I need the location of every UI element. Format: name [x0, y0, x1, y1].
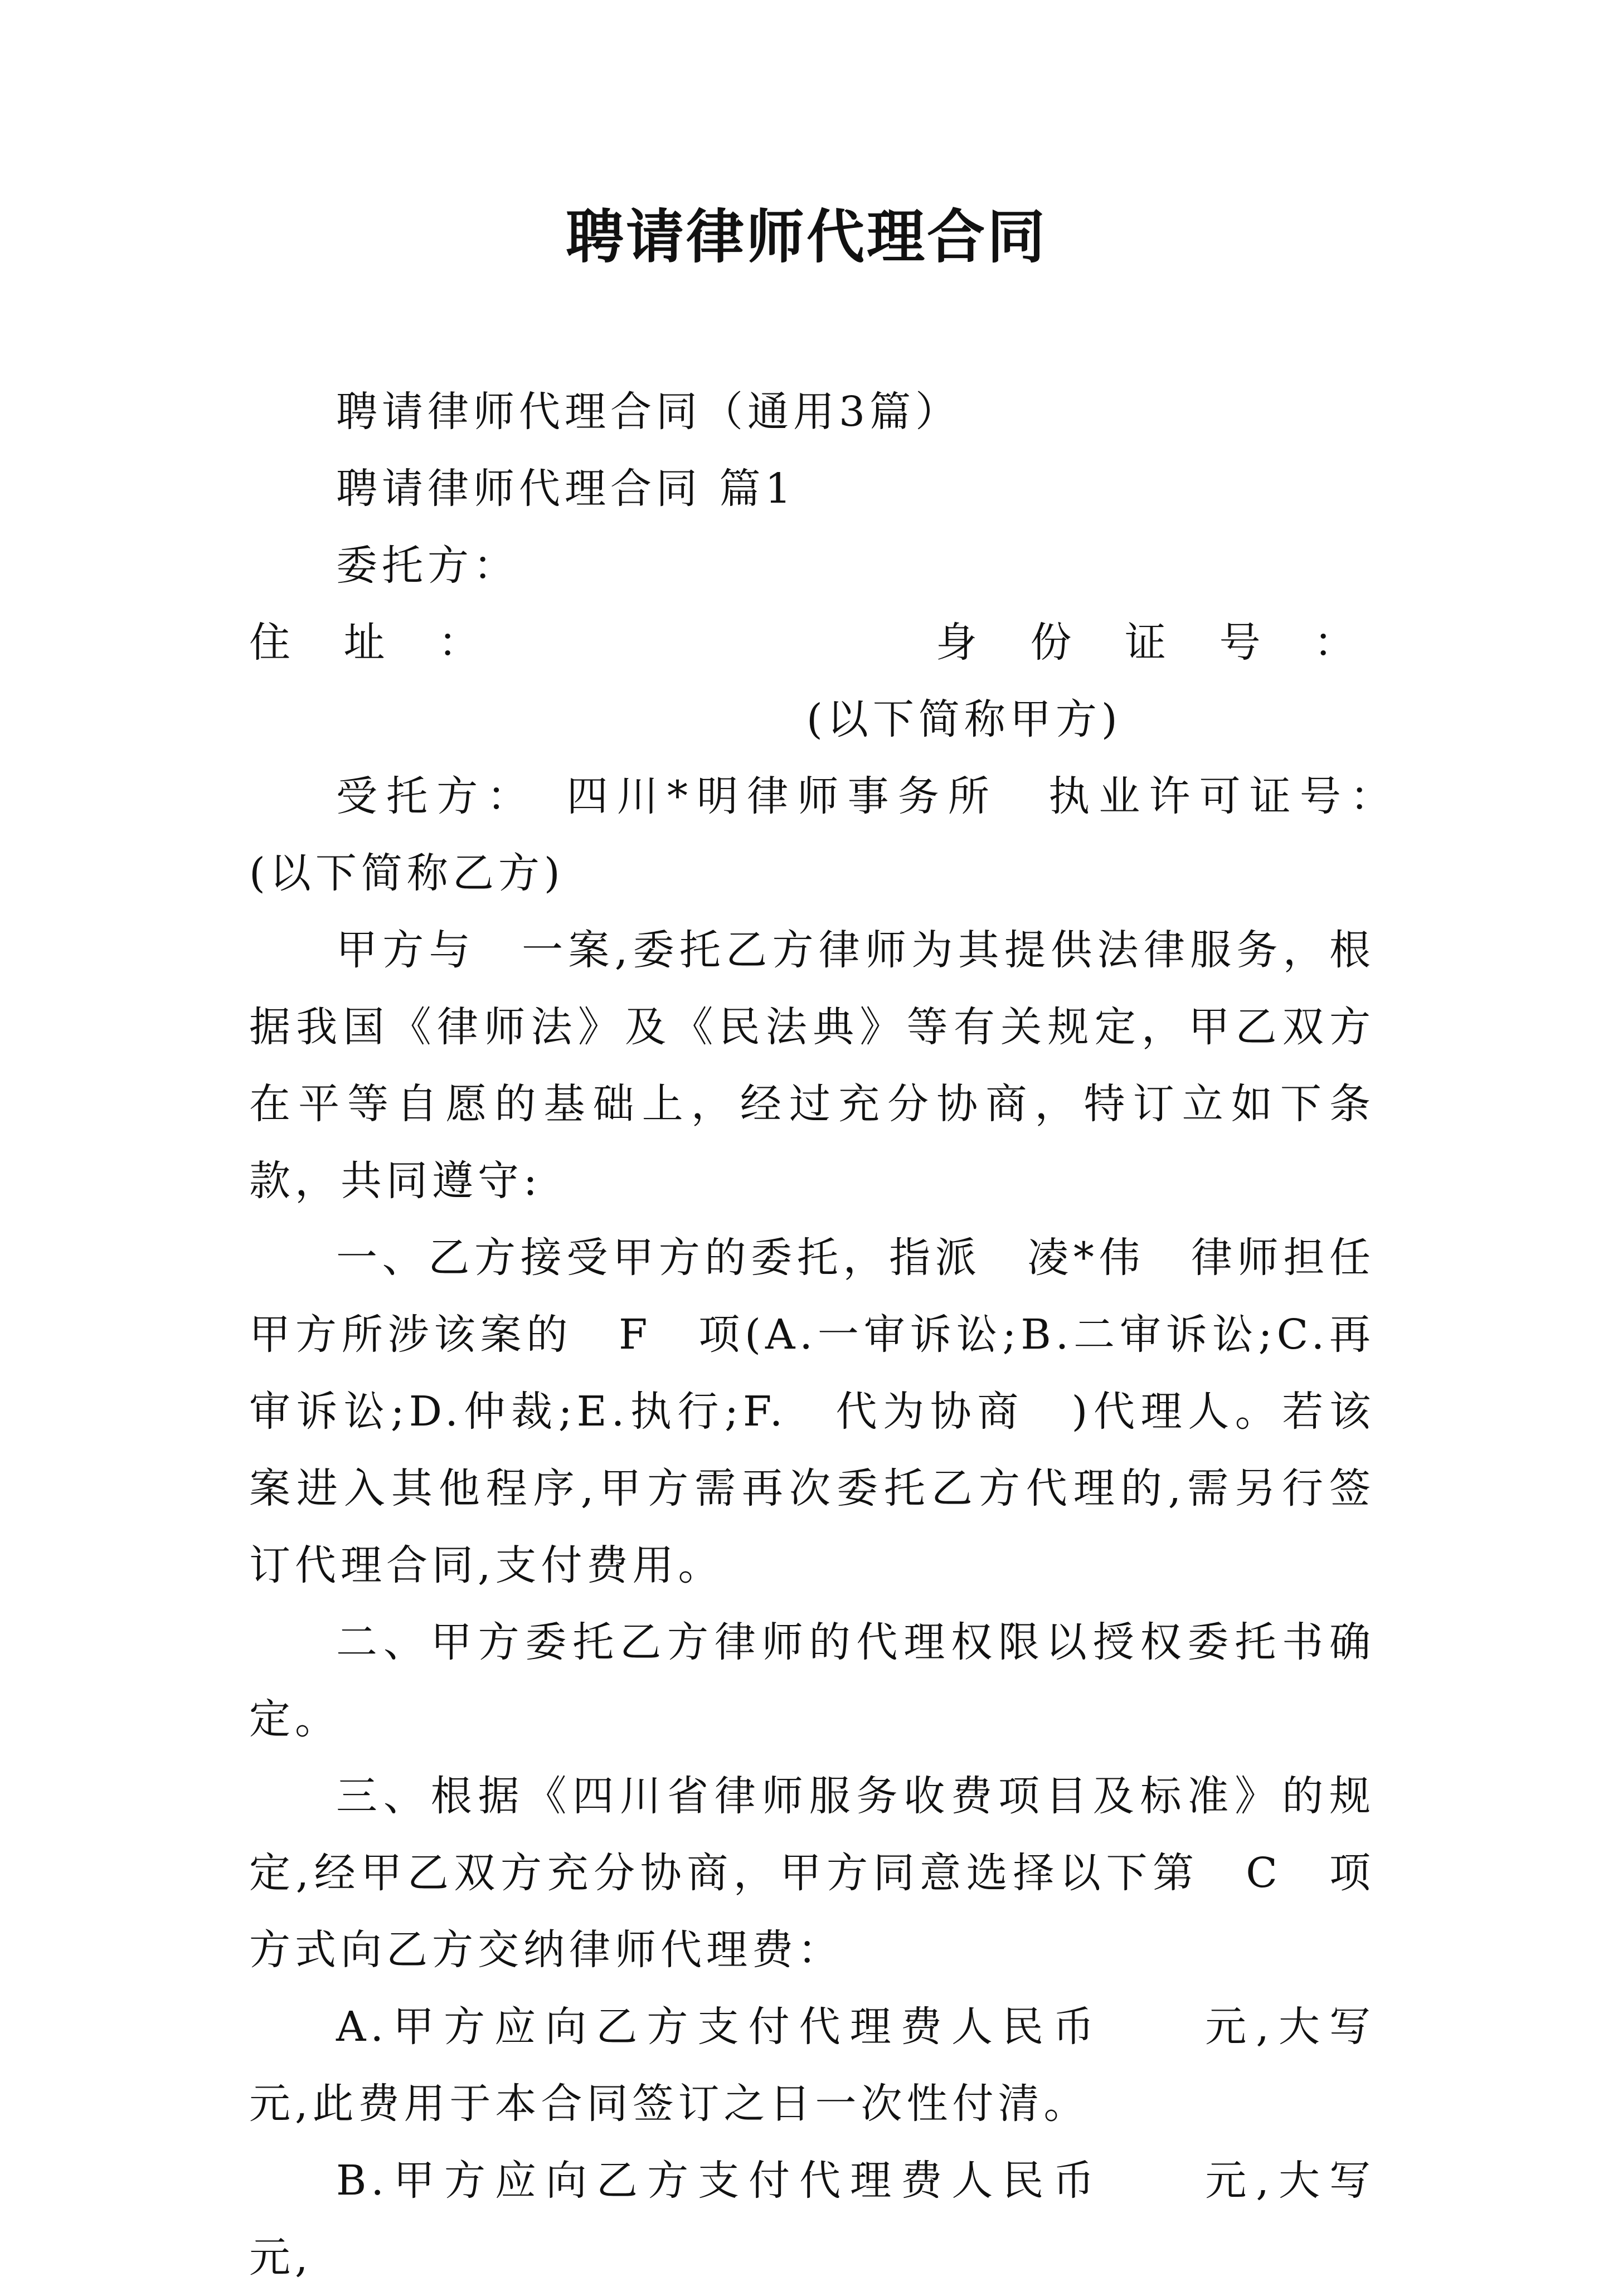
clause-one: 一、乙方接受甲方的委托，指派 凌*伟 律师担任甲方所涉该案的 F 项(A.一审诉讼;B.二审诉讼;C.再审诉讼;D.仲裁;E.执行;F. 代为协商 )代理人。若该案进入其他程序,甲方需再次委托乙方代理的,需另行签订代理合同,支付费用。 [249, 1234, 1375, 1589]
option-a: A.甲方应向乙方支付代理费人民币 元,大写 元,此费用于本合同签订之日一次性付清。 [249, 2003, 1466, 2128]
clause-three: 三、根据《四川省律师服务收费项目及标准》的规定,经甲乙双方充分协商，甲方同意选择以下第 C 项方式向乙方交纳律师代理费： [249, 1772, 1375, 1974]
option-b: B.甲方应向乙方支付代理费人民币 元,大写 元, [249, 2157, 1466, 2282]
clause-two: 二、甲方委托乙方律师的代理权限以授权委托书确定。 [249, 1618, 1375, 1743]
paragraph-section-heading: 聘请律师代理合同 篇1 [336, 465, 796, 513]
paragraph-client-label: 委托方： [336, 542, 519, 590]
paragraph-preamble: 甲方与 一案,委托乙方律师为其提供法律服务，根据我国《律师法》及《民法典》等有关规定，甲乙双方在平等自愿的基础上，经过充分协商，特订立如下条款，共同遵守: [249, 926, 1375, 1205]
address-label: 住 址 ： [249, 619, 500, 667]
document-body [249, 373, 1466, 2296]
document-title: 聘请律师代理合同 [565, 202, 1047, 271]
id-number-label: 身 份 证 号 ： [935, 619, 1375, 667]
party-a-alias: (以下简称甲方) [807, 695, 1122, 743]
paragraph-trustee: 受托方： 四川*明律师事务所 执业许可证号： (以下简称乙方) [249, 772, 1421, 897]
paragraph-subtitle: 聘请律师代理合同（通用3篇） [336, 388, 961, 436]
address-id-row [249, 604, 1375, 681]
